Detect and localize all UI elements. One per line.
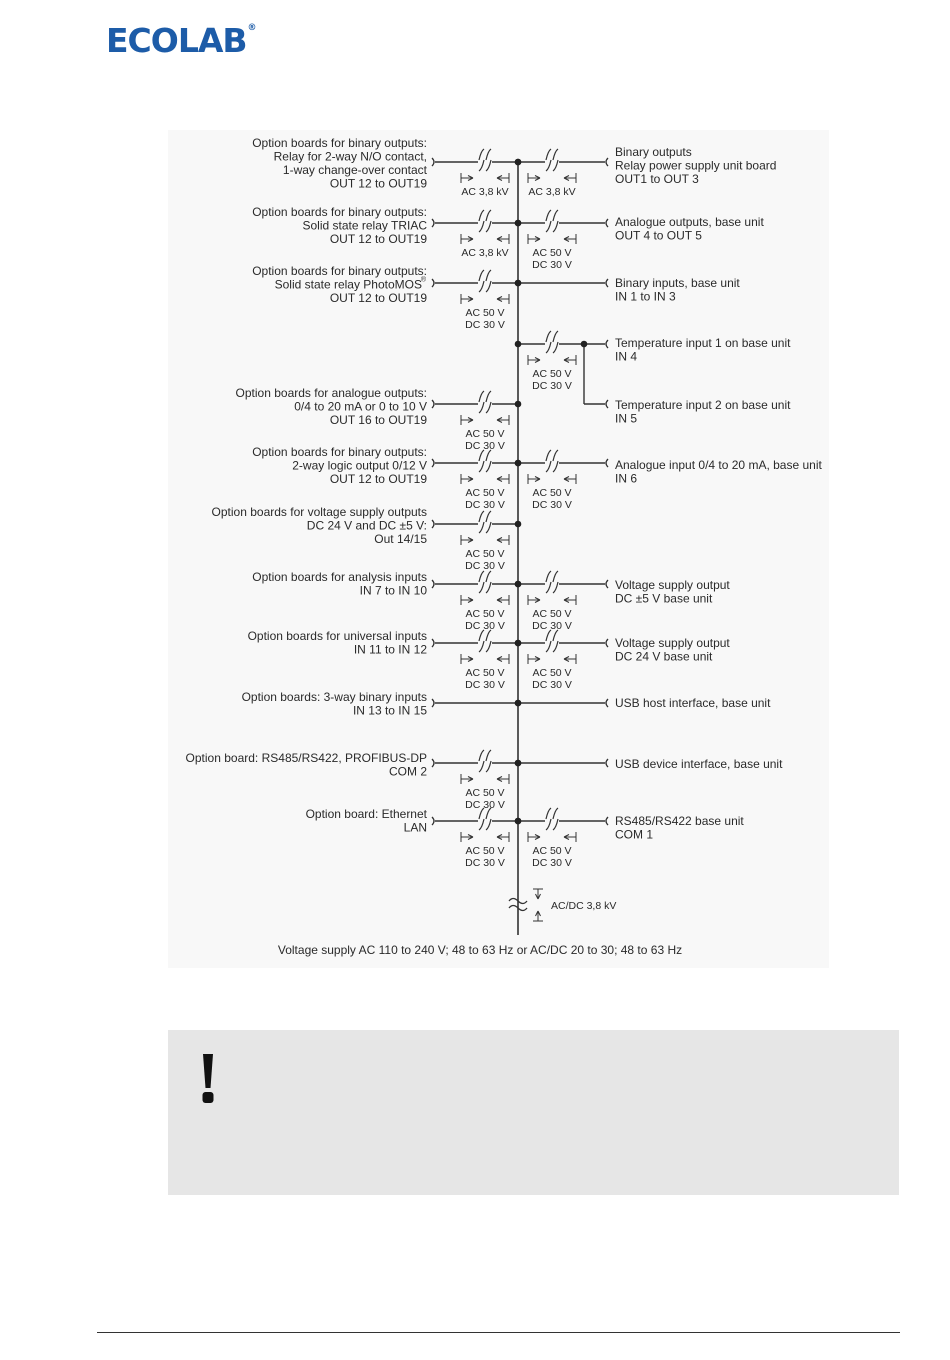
- right-connector-6: [606, 459, 608, 467]
- junction-right-1: [515, 159, 522, 166]
- left-isolation-label-3-dc: DC 30 V: [465, 319, 505, 331]
- left-label-4-line-1: Option boards for analogue outputs:: [235, 386, 427, 400]
- left-connector-9: [432, 699, 434, 707]
- right-label-11-line-2: COM 1: [615, 827, 654, 842]
- left-label-1-line-2: Relay for 2-way N/O contact,: [273, 149, 427, 164]
- right-label-3-line-2: IN 1 to IN 3: [615, 289, 676, 304]
- junction-right-7: [515, 581, 522, 588]
- left-label-8-line-1: Option boards for universal inputs: [247, 629, 427, 643]
- right-label-3-line-1: Binary inputs, base unit: [615, 276, 740, 290]
- right-isolation-7-arrow-right: [564, 598, 576, 603]
- registered-mark: ®: [420, 276, 426, 284]
- right-connector-5: [606, 400, 608, 408]
- junction-right-11: [515, 818, 522, 825]
- right-isolation-7-arrow-left: [528, 598, 540, 603]
- left-isolation-label-10-ac: AC 50 V: [465, 787, 505, 799]
- right-isolation-4-arrow-right: [564, 358, 576, 363]
- right-isolation-label-2-dc: DC 30 V: [532, 259, 572, 271]
- left-isolation-5-arrow-left: [461, 477, 473, 482]
- right-connector-3: [606, 279, 608, 287]
- supply-label: Voltage supply AC 110 to 240 V; 48 to 63 Hz or AC/DC 20 to 30; 48 to 63 Hz: [277, 943, 683, 957]
- left-label-5-line-2: 2-way logic output 0/12 V: [292, 458, 427, 473]
- right-connector-4: [606, 340, 608, 348]
- right-isolation-2-arrow-right: [564, 237, 576, 242]
- junction-right-9: [515, 700, 522, 707]
- left-isolation-label-8-dc: DC 30 V: [465, 679, 505, 691]
- right-isolation-4-arrow-left: [528, 358, 540, 363]
- left-connector-1: [432, 158, 434, 166]
- left-label-5-line-1: Option boards for binary outputs:: [252, 445, 427, 459]
- left-isolation-label-5-dc: DC 30 V: [465, 499, 505, 511]
- right-label-4-line-2: IN 4: [615, 349, 638, 364]
- left-isolation-label-1-kv: AC 3,8 kV: [461, 186, 509, 198]
- right-label-11-line-1: RS485/RS422 base unit: [615, 814, 744, 828]
- left-label-9-line-2: IN 13 to IN 15: [352, 703, 427, 718]
- left-label-2-line-1: Option boards for binary outputs:: [252, 205, 427, 219]
- isolation-diagram-area: [168, 130, 829, 968]
- left-isolation-label-11-dc: DC 30 V: [465, 857, 505, 869]
- left-label-2-line-2: Solid state relay TRIAC: [302, 218, 427, 233]
- left-label-4-line-3: OUT 16 to OUT19: [329, 413, 427, 427]
- right-connector-7: [606, 580, 608, 588]
- right-isolation-label-7-dc: DC 30 V: [532, 620, 572, 632]
- left-isolation-label-10-dc: DC 30 V: [465, 799, 505, 811]
- left-label-11-line-1: Option board: Ethernet: [305, 807, 427, 821]
- right-isolation-6-arrow-left: [528, 477, 540, 482]
- left-connector-8: [432, 639, 434, 647]
- right-isolation-11-arrow-left: [528, 835, 540, 840]
- left-connector-4: [432, 400, 434, 408]
- left-isolation-3-arrow-right: [497, 297, 509, 302]
- left-label-3-line-1: Option boards for binary outputs:: [252, 264, 427, 278]
- right-label-1-line-2: Relay power supply unit board: [615, 158, 777, 173]
- junction-left-6: [515, 521, 522, 528]
- left-isolation-label-6-ac: AC 50 V: [465, 548, 505, 560]
- left-isolation-3-arrow-left: [461, 297, 473, 302]
- right-isolation-label-8-ac: AC 50 V: [532, 667, 572, 679]
- left-connector-5: [432, 459, 434, 467]
- junction-right-8: [515, 640, 522, 647]
- left-label-9-line-1: Option boards: 3-way binary inputs: [241, 690, 427, 704]
- right-label-5-line-1: Temperature input 2 on base unit: [615, 398, 791, 412]
- left-isolation-label-4-dc: DC 30 V: [465, 440, 505, 452]
- left-label-2-line-3: OUT 12 to OUT19: [329, 232, 427, 246]
- left-isolation-4-arrow-right: [497, 418, 509, 423]
- junction-right-10: [515, 760, 522, 767]
- left-isolation-11-arrow-left: [461, 835, 473, 840]
- left-isolation-8-arrow-right: [497, 657, 509, 662]
- right-isolation-label-11-dc: DC 30 V: [532, 857, 572, 869]
- left-isolation-7-arrow-right: [497, 598, 509, 603]
- left-isolation-label-2-kv: AC 3,8 kV: [461, 247, 509, 259]
- left-isolation-6-arrow-left: [461, 538, 473, 543]
- left-label-8-line-2: IN 11 to IN 12: [353, 642, 427, 657]
- right-isolation-8-arrow-left: [528, 657, 540, 662]
- left-label-3-line-3: OUT 12 to OUT19: [329, 291, 427, 305]
- right-label-4-line-1: Temperature input 1 on base unit: [615, 336, 791, 350]
- left-label-6-line-2: DC 24 V and DC ±5 V:: [306, 518, 427, 533]
- left-isolation-2-arrow-left: [461, 237, 473, 242]
- left-isolation-10-arrow-left: [461, 777, 473, 782]
- right-isolation-8-arrow-right: [564, 657, 576, 662]
- supply-isolation-arrows: [536, 889, 541, 921]
- right-isolation-label-6-ac: AC 50 V: [532, 487, 572, 499]
- note-box: [168, 1030, 899, 1195]
- left-isolation-2-arrow-right: [497, 237, 509, 242]
- right-label-2-line-2: OUT 4 to OUT 5: [615, 228, 702, 243]
- right-label-5-line-2: IN 5: [615, 411, 638, 426]
- left-label-7-line-1: Option boards for analysis inputs: [252, 570, 427, 584]
- left-isolation-5-arrow-right: [497, 477, 509, 482]
- left-connector-3: [432, 279, 434, 287]
- left-isolation-8-arrow-left: [461, 657, 473, 662]
- supply-isolation-label: AC/DC 3,8 kV: [551, 900, 617, 912]
- right-connector-10: [606, 759, 608, 767]
- right-label-8-line-2: DC 24 V base unit: [615, 649, 713, 664]
- left-connector-7: [432, 580, 434, 588]
- left-connector-10: [432, 759, 434, 767]
- left-label-1-line-4: OUT 12 to OUT19: [329, 176, 427, 191]
- exclamation-icon: [200, 1052, 216, 1104]
- right-label-7-line-2: DC ±5 V base unit: [615, 591, 713, 606]
- right-isolation-label-11-ac: AC 50 V: [532, 845, 572, 857]
- junction-left-4: [515, 401, 522, 408]
- right-isolation-6-arrow-right: [564, 477, 576, 482]
- left-label-1-line-3: 1-way change-over contact: [282, 163, 427, 177]
- right-connector-11: [606, 817, 608, 825]
- right-label-7-line-1: Voltage supply output: [615, 578, 730, 592]
- junction-right-4: [515, 341, 522, 348]
- right-label-2-line-1: Analogue outputs, base unit: [615, 215, 764, 229]
- left-label-6-line-1: Option boards for voltage supply outputs: [211, 505, 427, 519]
- right-label-1-line-3: OUT1 to OUT 3: [615, 172, 699, 186]
- left-connector-11: [432, 817, 434, 825]
- right-connector-2: [606, 219, 608, 227]
- temp-branch-node: [581, 341, 588, 348]
- left-label-6-line-3: Out 14/15: [374, 532, 427, 546]
- right-isolation-label-8-dc: DC 30 V: [532, 679, 572, 691]
- left-isolation-label-7-ac: AC 50 V: [465, 608, 505, 620]
- logo-text: ECOLAB: [106, 21, 247, 60]
- right-isolation-label-7-ac: AC 50 V: [532, 608, 572, 620]
- right-label-1-line-1: Binary outputs: [615, 145, 692, 159]
- footer-rule: [97, 1332, 900, 1333]
- left-isolation-1-arrow-left: [461, 176, 473, 181]
- left-label-4-line-2: 0/4 to 20 mA or 0 to 10 V: [294, 399, 427, 414]
- right-connector-9: [606, 699, 608, 707]
- right-isolation-2-arrow-left: [528, 237, 540, 242]
- right-connector-8: [606, 639, 608, 647]
- left-isolation-10-arrow-right: [497, 777, 509, 782]
- left-label-3-line-2: Solid state relay PhotoMOS: [274, 277, 422, 292]
- left-isolation-label-7-dc: DC 30 V: [465, 620, 505, 632]
- left-connector-6: [432, 520, 434, 528]
- left-label-7-line-2: IN 7 to IN 10: [359, 583, 427, 598]
- right-label-10-line-1: USB device interface, base unit: [615, 757, 783, 771]
- right-isolation-label-4-dc: DC 30 V: [532, 380, 572, 392]
- left-isolation-label-5-ac: AC 50 V: [465, 487, 505, 499]
- junction-right-2: [515, 220, 522, 227]
- right-isolation-label-1-kv: AC 3,8 kV: [528, 186, 576, 198]
- right-isolation-label-4-ac: AC 50 V: [532, 368, 572, 380]
- left-isolation-11-arrow-right: [497, 835, 509, 840]
- right-label-6-line-2: IN 6: [615, 471, 638, 486]
- right-isolation-11-arrow-right: [564, 835, 576, 840]
- left-label-5-line-3: OUT 12 to OUT19: [329, 472, 427, 486]
- right-label-9-line-1: USB host interface, base unit: [615, 696, 771, 710]
- left-connector-2: [432, 219, 434, 227]
- left-isolation-7-arrow-left: [461, 598, 473, 603]
- junction-right-3: [515, 280, 522, 287]
- right-isolation-label-2-ac: AC 50 V: [532, 247, 572, 259]
- left-isolation-1-arrow-right: [497, 176, 509, 181]
- logo-registered-mark: ®: [247, 23, 257, 33]
- left-isolation-label-3-ac: AC 50 V: [465, 307, 505, 319]
- ecolab-logo: [106, 21, 257, 60]
- junction-right-6: [515, 460, 522, 467]
- left-label-10-line-2: COM 2: [388, 764, 427, 779]
- right-label-6-line-1: Analogue input 0/4 to 20 mA, base unit: [615, 458, 822, 472]
- right-isolation-1-arrow-right: [564, 176, 576, 181]
- left-label-1-line-1: Option boards for binary outputs:: [252, 136, 427, 150]
- right-label-8-line-1: Voltage supply output: [615, 636, 730, 650]
- left-isolation-label-6-dc: DC 30 V: [465, 560, 505, 572]
- right-isolation-label-6-dc: DC 30 V: [532, 499, 572, 511]
- galvanic-isolation-diagram: [168, 130, 829, 968]
- left-isolation-label-4-ac: AC 50 V: [465, 428, 505, 440]
- left-isolation-4-arrow-left: [461, 418, 473, 423]
- left-label-10-line-1: Option board: RS485/RS422, PROFIBUS-DP: [185, 751, 427, 765]
- left-isolation-label-11-ac: AC 50 V: [465, 845, 505, 857]
- right-isolation-1-arrow-left: [528, 176, 540, 181]
- left-isolation-6-arrow-right: [497, 538, 509, 543]
- right-connector-1: [606, 158, 608, 166]
- left-label-11-line-2: LAN: [403, 820, 427, 835]
- left-isolation-label-8-ac: AC 50 V: [465, 667, 505, 679]
